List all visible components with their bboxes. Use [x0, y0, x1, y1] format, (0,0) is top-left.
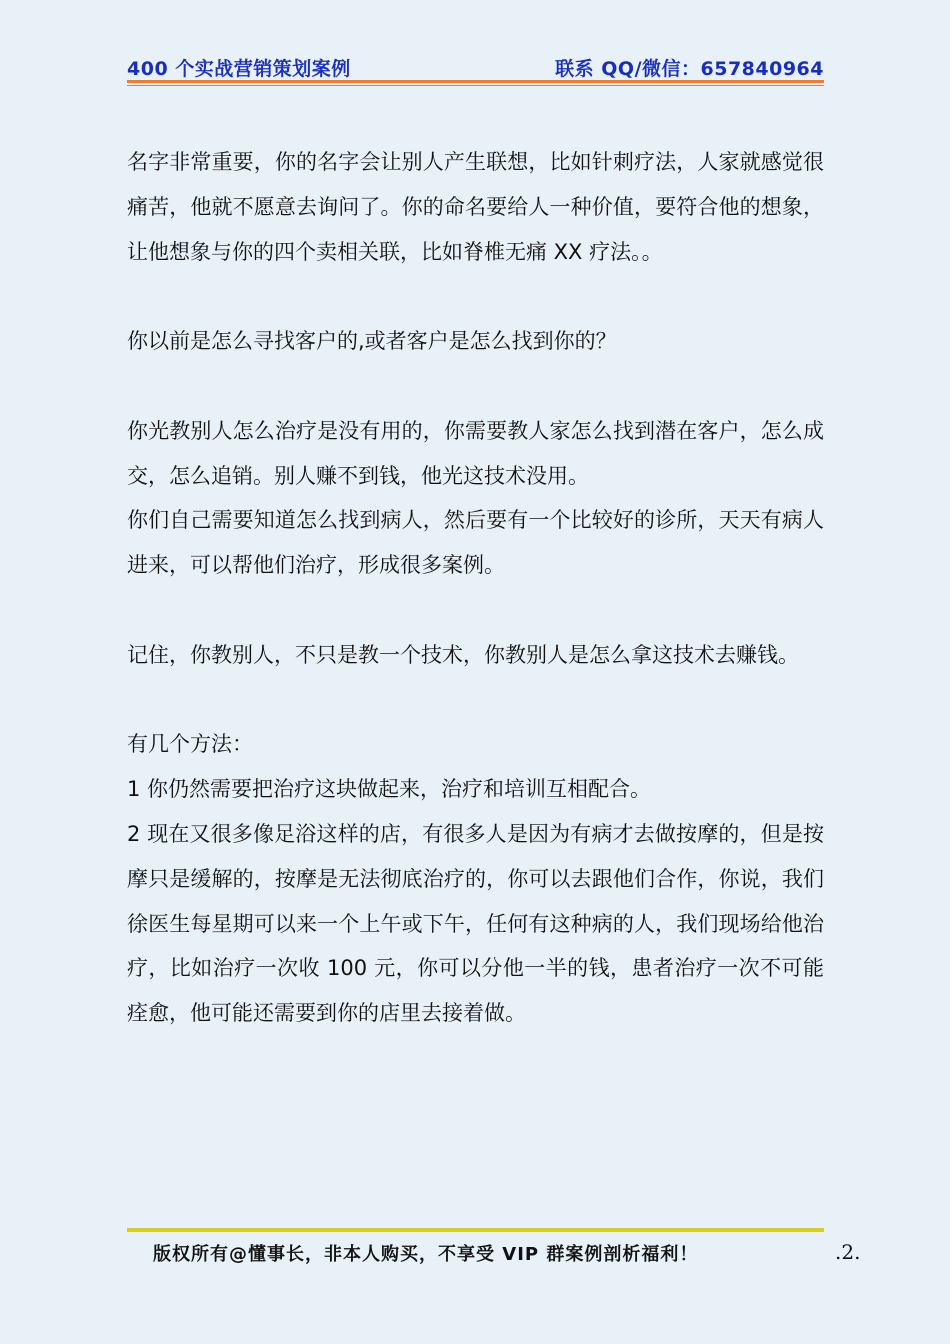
list-item-method-1: 1 你仍然需要把治疗这块做起来，治疗和培训互相配合。	[127, 777, 652, 802]
spacer	[127, 588, 824, 633]
spacer	[127, 274, 824, 319]
footer-rule	[127, 1228, 824, 1232]
spacer	[127, 364, 824, 409]
document-body	[127, 140, 824, 1036]
list-item-method-2: 2 现在又很多像足浴这样的店，有很多人是因为有病才去做按摩的，但是按摩只是缓解的，按摩是无法彻底治疗的，你可以去跟他们合作，你说，我们徐医生每星期可以来一个上午或下午，任何有这种病的人，我们现场给他治疗，比如治疗一次收 100 元，你可以分他一半的钱，患者治疗一次不可能痊愈，他可能还需要到你的店里去接着做。	[127, 821, 824, 1026]
header-contact: 联系 QQ/微信：657840964	[555, 58, 824, 80]
page-header	[127, 52, 824, 82]
header-rule-thin	[127, 85, 824, 86]
paragraph-teaching: 你光教别人怎么治疗是没有用的，你需要教人家怎么找到潜在客户，怎么成交，怎么追销。别人赚不到钱，他光这技术没用。	[127, 418, 824, 488]
page-number: .2.	[835, 1240, 861, 1264]
header-rule	[127, 80, 824, 83]
paragraph-remember: 记住，你教别人，不只是教一个技术，你教别人是怎么拿这技术去赚钱。	[127, 642, 799, 667]
spacer	[127, 678, 824, 723]
paragraph-methods-heading: 有几个方法：	[127, 732, 253, 757]
paragraph-clinic: 你们自己需要知道怎么找到病人，然后要有一个比较好的诊所，天天有病人进来，可以帮他们治疗，形成很多案例。	[127, 508, 824, 578]
footer-copyright: 版权所有@懂事长，非本人购买，不享受 VIP 群案例剖析福利！	[153, 1244, 699, 1265]
header-title: 400 个实战营销策划案例	[127, 58, 351, 80]
paragraph-naming: 名字非常重要，你的名字会让别人产生联想，比如针刺疗法，人家就感觉很痛苦，他就不愿意去询问了。你的命名要给人一种价值，要符合他的想象，让他想象与你的四个卖相关联，比如脊椎无痛 XX 疗法。。	[127, 150, 824, 264]
paragraph-question: 你以前是怎么寻找客户的,或者客户是怎么找到你的？	[127, 329, 617, 354]
